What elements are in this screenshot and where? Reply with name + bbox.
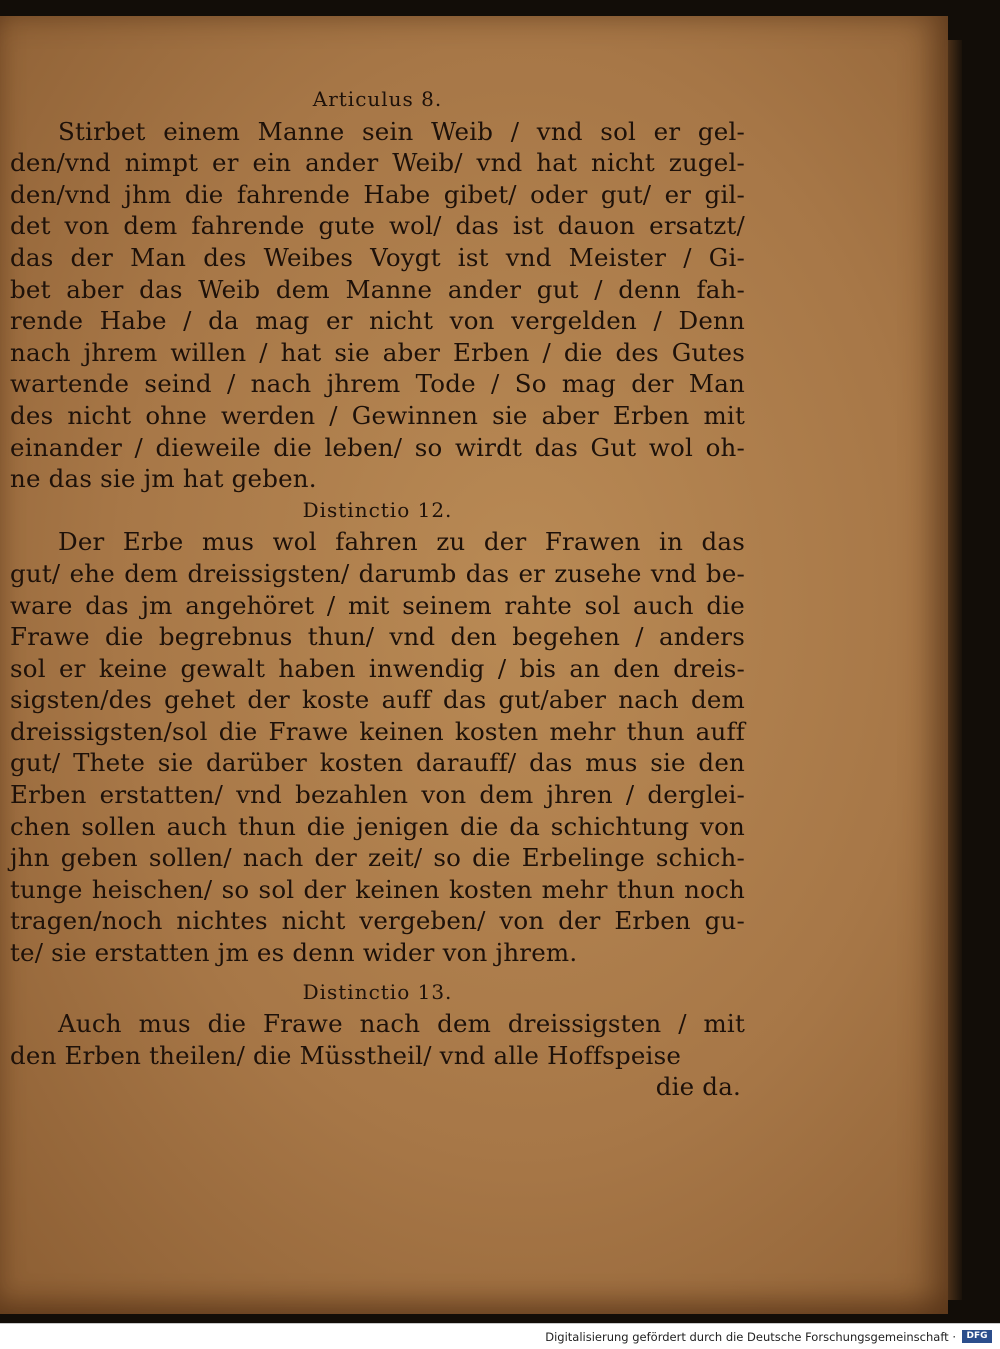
text-line: Erben erstatten/ vnd bezahlen von dem jhren / derglei- — [10, 780, 745, 810]
text-line: nach jhrem willen / hat sie aber Erben / die des Gutes — [10, 337, 745, 367]
text-line: sigsten/des gehet der koste auff das gut/aber nach dem — [10, 685, 745, 715]
text-line: Frawe die begrebnus thun/ vnd den begehen / anders — [10, 622, 745, 652]
text-line: det von dem fahrende gute wol/ das ist dauon ersatzt/ — [10, 211, 745, 241]
funding-credit: Digitalisierung gefördert durch die Deutsche Forschungsgemeinschaft · — [545, 1330, 956, 1344]
text-line: gut/ Thete sie darüber kosten darauff/ das mus sie den — [10, 748, 745, 778]
footer-bar — [0, 1323, 1000, 1349]
text-line: bet aber das Weib dem Manne ander gut / denn fah- — [10, 274, 745, 304]
text-line: jhn geben sollen/ nach der zeit/ so die Erbelinge schich- — [10, 843, 745, 873]
distinctio-12-heading: Distinctio 12. — [302, 497, 453, 522]
text-line: Auch mus die Frawe nach dem dreissigsten / mit — [58, 1009, 745, 1039]
text-line: des nicht ohne werden / Gewinnen sie aber Erben mit — [10, 400, 745, 430]
text-line: das der Man des Weibes Voygt ist vnd Meister / Gi- — [10, 242, 745, 272]
text-line: Stirbet einem Manne sein Weib / vnd sol er gel- — [58, 116, 745, 146]
dfg-logo: DFG — [962, 1330, 992, 1343]
text-line: Der Erbe mus wol fahren zu der Frawen in das — [58, 527, 745, 557]
paragraph-1 — [10, 116, 745, 495]
page-edge — [948, 40, 962, 1300]
text-line: den/vnd nimpt er ein ander Weib/ vnd hat nicht zugel- — [10, 148, 745, 178]
text-line: einander / dieweile die leben/ so wirdt das Gut wol oh- — [10, 432, 745, 462]
text-line: ne das sie jm hat geben. — [10, 464, 317, 494]
text-line: chen sollen auch thun die jenigen die da schichtung von — [10, 811, 745, 841]
paragraph-2 — [10, 526, 745, 968]
catchword: die da. — [655, 1072, 741, 1102]
text-line: tragen/noch nichtes nicht vergeben/ von der Erben gu- — [10, 906, 745, 936]
distinctio-13-heading: Distinctio 13. — [302, 979, 453, 1004]
text-line: gut/ ehe dem dreissigsten/ darumb das er zusehe vnd be- — [10, 558, 745, 588]
article-heading: Articulus 8. — [312, 87, 443, 111]
text-line: den/vnd jhm die fahrende Habe gibet/ oder gut/ er gil- — [10, 179, 745, 209]
text-line: tunge heischen/ so sol der keinen kosten mehr thun noch — [10, 874, 745, 904]
paragraph-3 — [10, 1008, 745, 1071]
text-line: dreissigsten/sol die Frawe keinen kosten mehr thun auff — [10, 716, 745, 746]
text-line: wartende seind / nach jhrem Tode / So mag der Man — [10, 369, 745, 399]
text-line: sol er keine gewalt haben inwendig / bis an den dreis- — [10, 653, 745, 683]
text-line: te/ sie erstatten jm es denn wider von jhrem. — [10, 938, 578, 968]
text-line: rende Habe / da mag er nicht von vergelden / Denn — [10, 306, 745, 336]
text-line: ware das jm angehöret / mit seinem rahte sol auch die — [10, 590, 745, 620]
text-line: den Erben theilen/ die Müsstheil/ vnd alle Hoffspeise — [10, 1040, 682, 1070]
page-text — [10, 84, 745, 1103]
